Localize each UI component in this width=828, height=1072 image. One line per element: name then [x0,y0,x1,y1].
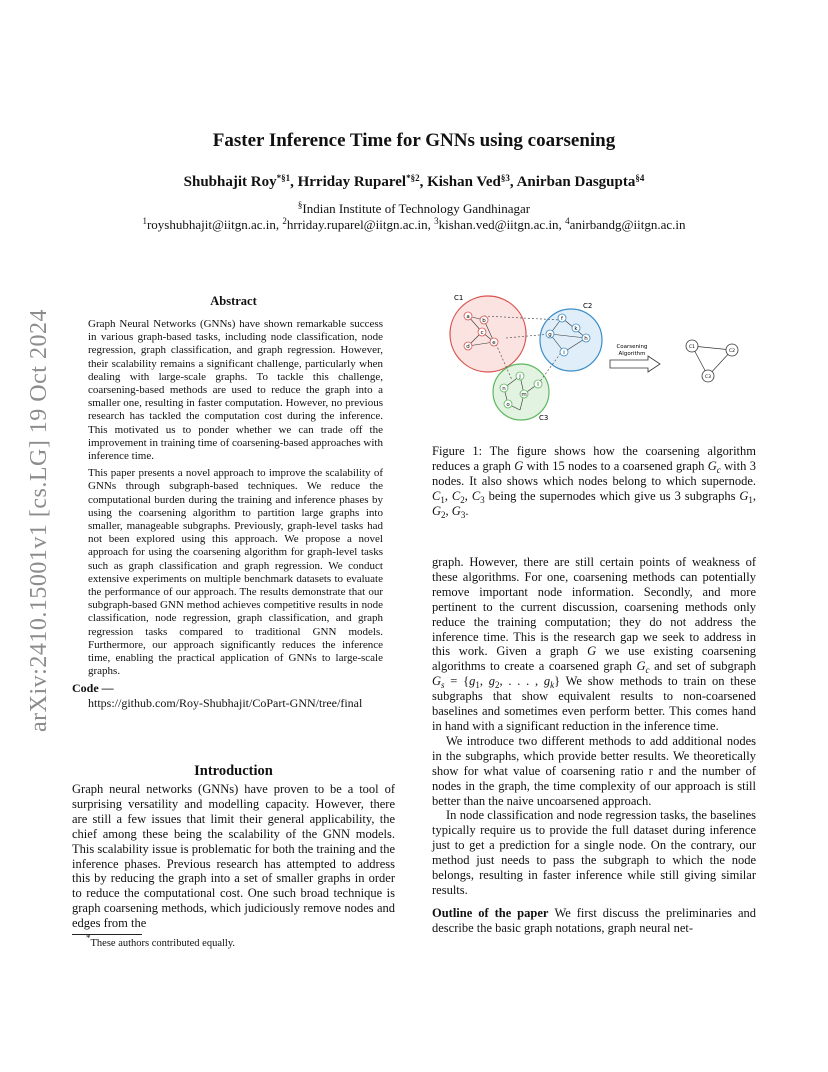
svg-text:f: f [561,316,563,322]
cluster-c3-label: C3 [539,414,549,422]
code-section [72,681,395,711]
svg-text:b: b [482,318,486,324]
svg-text:i: i [563,350,565,356]
institute-line: §Indian Institute of Technology Gandhinagar [297,200,531,216]
author-mark: §3 [500,173,510,183]
outline-paragraph: Outline of the paper We first discuss the preliminaries and describe the basic graph notations, graph neural net- [432,905,756,935]
svg-text:e: e [492,340,496,346]
author-name: Anirban Dasgupta [516,174,636,190]
introduction-heading: Introduction [194,763,273,779]
coarsening-diagram-svg [438,288,760,436]
paper-title: Faster Inference Time for GNNs using coarsening [212,130,616,151]
outline-heading: Outline of the paper [432,905,549,920]
svg-text:k: k [574,326,578,332]
cluster-c2-label: C2 [583,302,593,310]
email: anirbandg@iitgn.ac.in [569,217,686,232]
introduction-paragraph: Graph neural networks (GNNs) have proven to be a tool of surprising versatility and modelling capacity. However, there are still a few issues that limit their general applicability, the chief among these being the scalability of the GNN models. This scalability issue is problematic for both the training and the inference phases. Previous research has attempted to address this by reducing the graph into a set of smaller graphs in order to reduce the computational cost. One such broad technique is graph coarsening methods, which judiciously remove nodes and edges from the [72,782,395,931]
author-mark: *§2 [406,173,420,183]
figure-caption: Figure 1: The figure shows how the coarsening algorithm reduces a graph G with 15 nodes to a coarsened graph $G_c$ with 3 nodes. It also shows which nodes belong to which supernode. $C_1$, $C_2$, $C_3$ being the supernodes which give us 3 subgraphs $G_1$, $G_2$, $G_3$. [432,444,757,520]
coarsening-arrow-icon [610,356,660,372]
footnote: *These authors contributed equally. [86,933,236,949]
svg-text:l: l [537,382,539,388]
svg-text:g: g [548,332,552,338]
arrow-label: Algorithm [618,351,646,357]
author-mark: *§1 [276,173,291,183]
author-list: Shubhajit Roy$^{*\S 1}$, Hrriday Ruparel$^{*\S 2}$, Kishan Ved$^{\S 3}$, Anirban Dasgupta$^{\S 4}$ [183,173,645,190]
cluster-c2 [540,309,602,371]
coarsened-graph [686,340,738,382]
svg-text:C2: C2 [728,349,736,354]
svg-text:C1: C1 [688,345,696,350]
svg-text:d: d [466,344,470,350]
footnote-text: These authors contributed equally. [90,938,236,949]
figure-coarsening-diagram [438,288,760,436]
body-paragraph: We introduce two different methods to add additional nodes in the subgraphs, which provide better results. We theoretically show for what value of coarsening ratio r and the number of nodes in the graph, the time complexity of our approach is still better than the naive uncoarsened approach. [432,733,756,808]
svg-text:o: o [506,402,510,408]
svg-text:n: n [502,386,506,392]
abstract-heading: Abstract [210,294,257,308]
cluster-c1-label: C1 [454,294,464,302]
svg-text:a: a [466,314,470,320]
svg-text:C3: C3 [704,375,712,380]
email: royshubhajit@iitgn.ac.in, [146,217,280,232]
author-name: Hrriday Ruparel [297,174,407,190]
body-paragraph: graph. However, there are still certain points of weakness of these algorithms. For one, coarsening methods can potentially remove important node information. Secondly, and more pertinent to the current discussion, coarsening methods only reduce the training computation; they do not address the inference time. This is the research gap we seek to address in this work. Given a graph G we use existing coarsening algorithms to create a coarsened graph $G_c$ and set of subgraph $G_s = \{g_1$, $g_2$, . . . , $g_k$} We show methods to train on these subgraphs that show equivalent results to non-coarsened baselines and sometimes even perform better. This comes hand in hand with a significant reduction in the inference time. [432,555,757,733]
abstract-body [88,318,383,682]
code-link[interactable]: https://github.com/Roy-Shubhajit/CoPart-GNN/tree/final [88,696,363,710]
arxiv-identifier-text: arXiv:2410.15001v1 [cs.LG] 19 Oct 2024 [25,308,52,732]
author-name: Shubhajit Roy [183,174,277,190]
svg-text:j: j [519,374,521,380]
body-paragraph: In node classification and node regression tasks, the baselines typically require us to provide the full dataset during inference just to get a prediction for a single node. On the contrary, our method just needs to pass the subgraph to which the node belongs, resulting in faster inference while still giving similar results. [432,808,756,897]
svg-text:m: m [521,392,527,398]
affiliation-block [0,201,828,233]
arrow-label: Coarsening [616,344,648,350]
abstract-paragraph: This paper presents a novel approach to improve the scalability of GNNs through subgraph-based techniques. We reduce the computational burden during the training and inference phases by using the coarsening algorithm to partition large graphs into smaller, manageable subgraphs. Previously, graph-level tasks had not been explored using this approach. We propose a novel approach for using the coarsening algorithm for graph-level tasks such as graph classification and graph regression. We conduct extensive experiments on multiple benchmark datasets to evaluate the performance of our approach. The results demonstrate that our subgraph-based GNN method achieves competitive results in node classification, node regression, graph classification, and graph regression tasks compared to traditional GNN models. Furthermore, our approach significantly reduces the inference time, enabling the practical application of GNNs to large-scale graphs. [88,467,383,678]
author-mark: §4 [635,173,645,183]
abstract-paragraph: Graph Neural Networks (GNNs) have shown remarkable success in various graph-based tasks, including node classification, node regression, graph classification, and graph regression. However, their scalability remains a significant challenge, particularly when dealing with large-scale graphs. To tackle this challenge, coarsening-based methods are used to reduce the graph into a smaller one, resulting in faster computation. However, no previous research has tackled the computation cost during the inference. This motivated us to ponder whether we can trade off the improvement in training time of coarsening-based approaches with inference time. [88,318,383,463]
arxiv-identifier [18,280,60,760]
email-line: $^1$royshubhajit@iitgn.ac.in, $^2$hrriday.ruparel@iitgn.ac.in, $^3$kishan.ved@iitgn.ac.in, $^4$anirbandg@iitgn.ac.in [142,216,686,232]
cluster-c1 [450,296,526,372]
email: kishan.ved@iitgn.ac.in, [438,217,562,232]
footnote-divider [72,934,142,935]
svg-text:c: c [480,330,484,336]
email: hrriday.ruparel@iitgn.ac.in, [286,217,431,232]
right-column-body [432,555,756,936]
author-name: Kishan Ved [427,174,501,190]
code-label: Code — [72,681,114,695]
institute-name: Indian Institute of Technology Gandhinagar [302,201,531,216]
svg-text:h: h [584,336,588,342]
